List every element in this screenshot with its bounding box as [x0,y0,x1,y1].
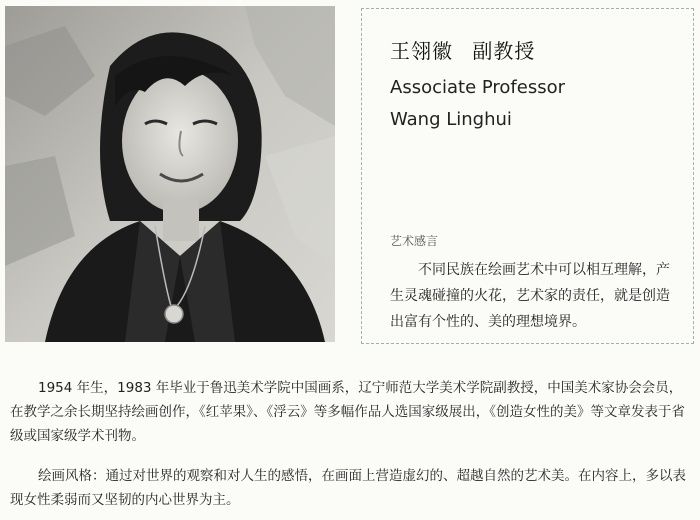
title-en: Associate Professor [390,77,565,98]
portrait-illustration [5,6,335,342]
portrait-photo [5,6,335,342]
name-and-title-cn [390,35,535,64]
motto-heading: 艺术感言 [390,234,439,248]
biography-paragraph: 1954 年生，1983 年毕业于鲁迅美术学院中国画系，辽宁师范大学美术学院副教授，中国美术家协会会员，在教学之余长期坚持绘画创作，《红苹果》、《浮云》等多幅作品人选国家级展出，《创造女性的美》等文章发表于省级或国家级学术刊物。 [10,380,685,444]
profile-info-box [361,8,694,344]
title-cn: 副教授 [472,39,536,63]
name-cn: 王翎徽 [390,39,453,63]
name-en: Wang Linghui [390,109,512,130]
motto-text: 不同民族在绘画艺术中可以相互理解，产生灵魂碰撞的火花，艺术家的责任，就是创造出富有个性的、美的理想境界。 [390,262,670,330]
painting-style-paragraph: 绘画风格：通过对世界的观察和对人生的感悟，在画面上营造虚幻的、超越自然的艺术美。在内容上，多以表现女性柔弱而又坚韧的内心世界为主。 [10,468,686,508]
